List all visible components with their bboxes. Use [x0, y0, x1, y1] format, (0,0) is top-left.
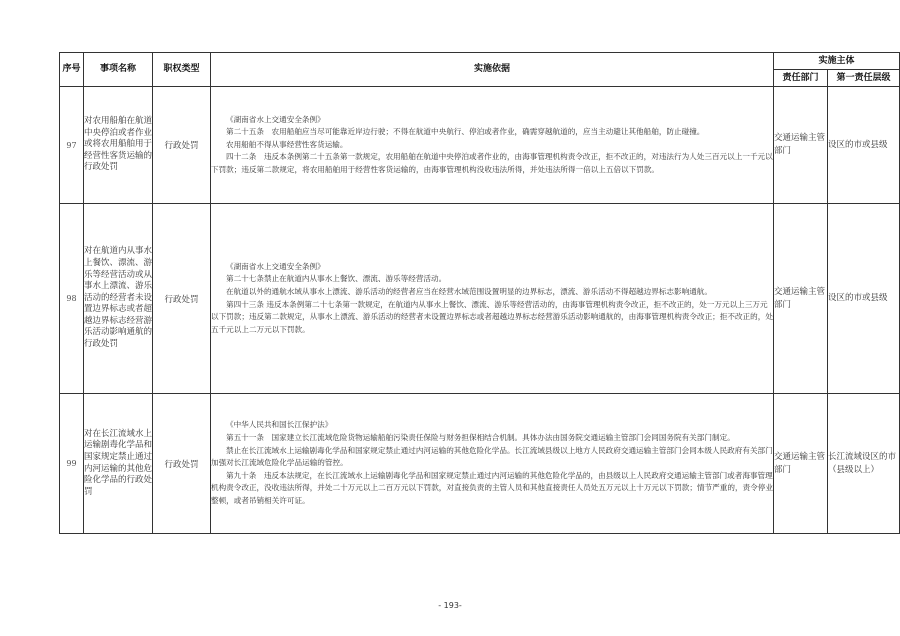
header-responsible-dept: 责任部门	[774, 70, 828, 87]
row-number: 98	[60, 204, 84, 394]
basis-law-title: 《中华人民共和国长江保护法》	[226, 420, 333, 430]
header-implementing-body: 实施主体	[774, 53, 900, 70]
basis-paragraph: 农用船舶不得从事经营性客货运输。	[226, 139, 348, 149]
basis-law-title: 《湖南省水上交通安全条例》	[226, 261, 325, 271]
page-number: - 193-	[438, 601, 462, 610]
table-row	[60, 87, 900, 204]
header-no: 序号	[60, 53, 84, 87]
implementation-basis	[211, 87, 774, 204]
first-level: 设区的市或县级	[828, 204, 900, 394]
row-number: 99	[60, 394, 84, 534]
responsible-dept: 交通运输主管部门	[774, 204, 828, 394]
responsible-dept: 交通运输主管部门	[774, 87, 828, 204]
row-number: 97	[60, 87, 84, 204]
table-row	[60, 394, 900, 534]
basis-paragraph: 在航道以外的通航水域从事水上漂流、游乐活动的经营者应当在经营水域范围设置明显的边界标志，漂流、游乐活动不得超越边界标志影响通航。	[226, 286, 712, 296]
first-level: 设区的市或县级	[828, 87, 900, 204]
implementation-basis	[211, 394, 774, 534]
basis-paragraph: 第二十七条禁止在航道内从事水上餐饮、漂流、游乐等经营活动。	[226, 274, 447, 284]
authority-type: 行政处罚	[153, 204, 211, 394]
item-name: 对在长江流域水上运输剧毒化学品和国家规定禁止通过内河运输的其他危险化学品的行政处罚	[84, 394, 153, 534]
basis-paragraph: 四十二条 违反本条例第二十五条第一款规定，农用船舶在航道中央停泊或者作业的，由海事管理机构责令改正，拒不改正的，对违法行为人处三百元以上一千元以下罚款；违反第二款规定，将农用船舶用于经营性客货运输的，由海事管理机构没收违法所得，并处违法所得一倍以上五倍以下罚款。	[211, 152, 773, 174]
header-item-name: 事项名称	[84, 53, 153, 87]
item-name: 对农用船舶在航道中央停泊或者作业或将农用船舶用于经营性客货运输的行政处罚	[84, 87, 153, 204]
basis-paragraph: 第四十三条 违反本条例第二十七条第一款规定，在航道内从事水上餐饮、漂流、游乐等经营活动的，由海事管理机构责令改正，拒不改正的，处一万元以上三万元以下罚款；违反第二款规定，从事水上漂流、游乐活动的经营者未设置边界标志或者超越边界标志经营游乐活动影响通航的，由海事管理机构责令改正；拒不改正的，处五千元以上二万元以下罚款。	[211, 299, 773, 334]
table-row	[60, 204, 900, 394]
first-level: 长江流域设区的市（县级以上）	[828, 394, 900, 534]
basis-paragraph: 第五十一条 国家建立长江流域危险货物运输船舶污染责任保险与财务担保相结合机制。具体办法由国务院交通运输主管部门会同国务院有关部门制定。	[226, 433, 735, 443]
basis-paragraph: 禁止在长江流域水上运输剧毒化学品和国家规定禁止通过内河运输的其他危险化学品。长江流域县级以上地方人民政府交通运输主管部门会同本级人民政府有关部门加强对长江流域危险化学品运输的管控。	[211, 445, 773, 468]
basis-law-title: 《湖南省水上交通安全条例》	[226, 114, 325, 124]
authority-type: 行政处罚	[153, 394, 211, 534]
enforcement-table	[59, 52, 900, 534]
header-basis: 实施依据	[211, 53, 774, 87]
header-first-level: 第一责任层级	[828, 70, 900, 87]
authority-type: 行政处罚	[153, 87, 211, 204]
implementation-basis	[211, 204, 774, 394]
header-authority-type: 职权类型	[153, 53, 211, 87]
basis-paragraph: 第二十五条 农用船舶应当尽可能靠近岸边行驶；不得在航道中央航行、停泊或者作业，确需穿越航道的，应当主动避让其他船舶，防止碰撞。	[226, 127, 705, 137]
basis-paragraph: 第九十条 违反本法规定，在长江流域水上运输剧毒化学品和国家规定禁止通过内河运输的其他危险化学品的，由县级以上人民政府交通运输主管部门或者海事管理机构责令改正，没收违法所得，并处二十万元以上二百万元以下罚款，对直接负责的主管人员和其他直接责任人员处五万元以上十万元以下罚款；情节严重的，责令停业整顿，或者吊销相关许可证。	[211, 470, 773, 505]
responsible-dept: 交通运输主管部门	[774, 394, 828, 534]
item-name: 对在航道内从事水上餐饮、漂流、游乐等经营活动或从事水上漂流、游乐活动的经营者未设置边界标志或者超越边界标志经营游乐活动影响通航的行政处罚	[84, 204, 153, 394]
